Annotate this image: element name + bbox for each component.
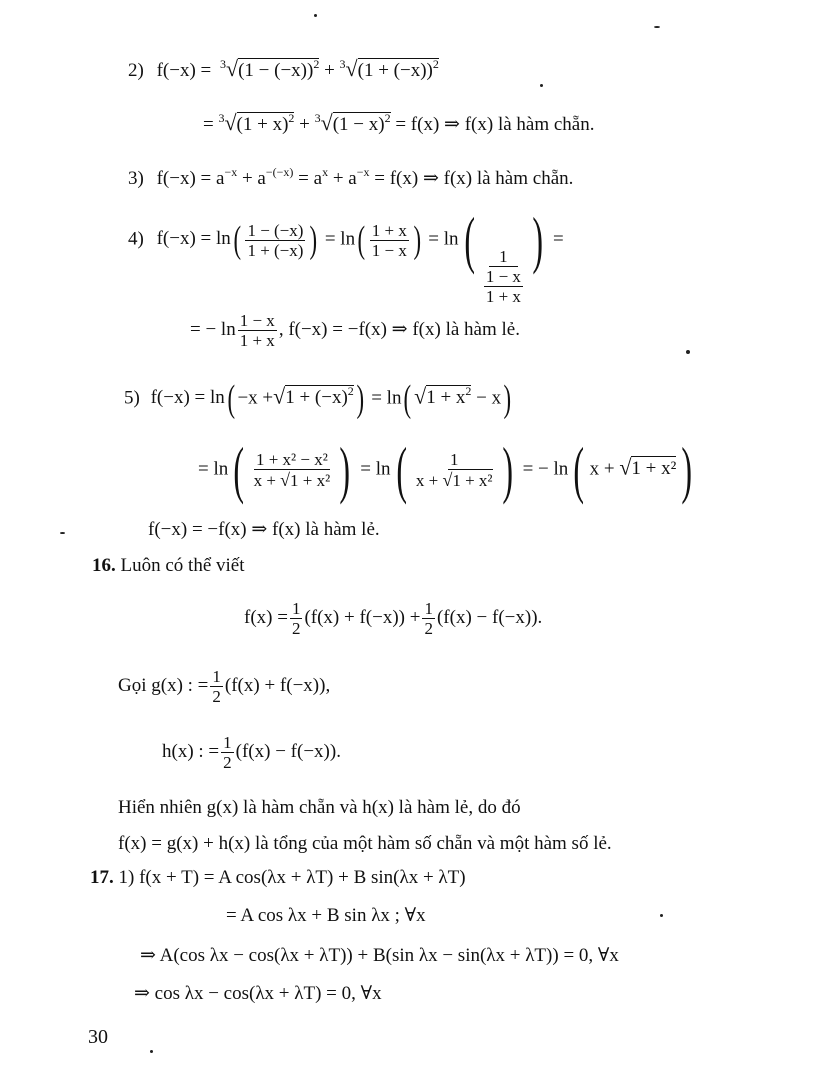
even-part: (f(x) + f(−x)) + — [304, 606, 421, 628]
expr-d: + a — [328, 168, 357, 189]
exponent: −(−x) — [265, 165, 294, 179]
radical-icon: √ — [442, 470, 453, 490]
exponent: x — [322, 165, 329, 179]
plus: + — [324, 60, 335, 81]
equals-ln: = ln — [371, 387, 402, 409]
equals-ln: = ln — [360, 458, 391, 480]
p16-conclusion-2: f(x) = g(x) + h(x) là tổng của một hàm số chẵn và một hàm số lẻ. — [118, 833, 612, 854]
radicand: $(1 + (-x))^2$ — [357, 57, 439, 81]
lhs: f(−x) = ln — [156, 228, 231, 250]
half-fraction: $\frac{1}{2}$ — [424, 599, 433, 638]
radical-icon: √ — [414, 383, 427, 409]
right-paren: ) — [503, 378, 512, 420]
scan-speck — [150, 1050, 153, 1053]
equals-ln: = ln — [198, 458, 229, 480]
radical-icon: √ — [320, 110, 333, 135]
decomposition-formula — [244, 600, 542, 637]
item-4 — [128, 204, 564, 307]
left-paren: ( — [463, 204, 475, 275]
equals-ln: = ln — [428, 228, 459, 250]
item-2-line-2 — [203, 112, 594, 134]
right-paren: ) — [501, 434, 513, 505]
compound-fraction: $\frac{1}{\frac{1 - x}{1 + x}}$ — [485, 247, 521, 307]
odd-part: (f(x) − f(−x)). — [436, 606, 543, 628]
problem-number: 16. — [92, 555, 116, 576]
item-label: 5) — [124, 387, 140, 409]
radical-icon: √ — [224, 110, 237, 135]
item-4-result — [190, 312, 520, 349]
right-paren: ) — [681, 434, 693, 505]
radicand: $(1 - x)^2$ — [332, 111, 391, 135]
left-paren: ( — [227, 378, 235, 420]
g-definition — [118, 668, 330, 705]
page-number: 30 — [88, 1026, 108, 1048]
problem-number: 17. — [90, 867, 114, 888]
left-paren: ( — [233, 219, 241, 261]
conclusion: = f(x) ⇒ f(x) là hàm chẵn. — [369, 168, 574, 189]
fraction: $\frac{1}{\text{x + √1 + x²}}$ — [415, 450, 493, 490]
problem-16-heading — [92, 556, 245, 575]
item-label: 4) — [128, 228, 144, 250]
conclusion: = f(x) ⇒ f(x) là hàm chẵn. — [395, 114, 595, 135]
left-paren: ( — [403, 378, 412, 420]
problem-17-line-1 — [90, 868, 466, 887]
left-paren: ( — [233, 434, 245, 505]
radical-icon: √ — [273, 383, 286, 409]
fraction: $\frac{\text{1 + x² − x²}}{\text{x + √1 + x²}}$ — [253, 450, 331, 490]
cube-index: 3 — [314, 111, 321, 125]
left-paren: ( — [573, 434, 585, 505]
problem-text: Luôn có thể viết — [120, 555, 245, 576]
radicand: $(1 - (-x))^2$ — [238, 57, 320, 81]
lhs: f(−x) = — [156, 60, 212, 81]
right-paren: ) — [356, 378, 364, 420]
radical-icon: √ — [345, 56, 358, 81]
right-paren: ) — [309, 219, 318, 261]
radical-icon: √ — [226, 56, 239, 81]
left-paren: ( — [357, 219, 366, 261]
scan-speck — [686, 350, 690, 354]
equals-minus-ln: = − ln — [522, 458, 569, 480]
radical-icon: √ — [619, 454, 632, 480]
radicand: $1 + x^2$ — [426, 384, 472, 409]
g-expression: (f(x) + f(−x)), — [224, 674, 331, 696]
h-label: h(x) : = — [162, 740, 220, 762]
scan-speck — [60, 532, 65, 534]
equals: = — [203, 114, 214, 135]
equals: = — [552, 228, 564, 250]
cube-index: 3 — [339, 57, 346, 71]
plus: + — [299, 114, 310, 135]
equals-ln: = ln — [324, 228, 356, 250]
right-paren: ) — [532, 204, 543, 275]
exponent: −x — [356, 165, 370, 179]
expr-b: + a — [237, 168, 266, 189]
expr: x + — [589, 458, 615, 480]
right-paren: ) — [339, 434, 351, 505]
item-5-conclusion: f(−x) = −f(x) ⇒ f(x) là hàm lẻ. — [148, 519, 380, 540]
scan-speck — [654, 26, 660, 28]
half-fraction: $\frac{1}{2}$ — [212, 667, 221, 706]
cube-index: 3 — [220, 57, 226, 71]
lhs: f(x) = — [244, 606, 288, 628]
problem-17-line-2: = A cos λx + B sin λx ; ∀x — [226, 905, 426, 926]
item-2-line-1 — [128, 58, 439, 80]
expr: 1) f(x + T) = A cos(λx + λT) + B sin(λx + λT) — [118, 867, 466, 888]
right-paren: ) — [413, 219, 421, 261]
radicand: $1 + (-x)^2$ — [285, 384, 354, 409]
item-label: 3) — [128, 168, 144, 189]
half-fraction: $\frac{1}{2}$ — [223, 733, 232, 772]
expr-a: f(−x) = a — [156, 168, 225, 189]
item-3 — [128, 166, 573, 188]
expr: −x + — [237, 387, 274, 409]
problem-17-line-4: ⇒ cos λx − cos(λx + λT) = 0, ∀x — [134, 983, 382, 1004]
exponent: −x — [224, 165, 238, 179]
radicand: $(1 + x)^2$ — [236, 111, 295, 135]
expr: − x — [476, 387, 502, 409]
item-5 — [124, 380, 514, 418]
fraction: $\frac{1 + x}{1 - x}$ — [371, 220, 407, 260]
half-fraction: $\frac{1}{2}$ — [291, 599, 301, 638]
item-5-line-2 — [198, 434, 698, 505]
cube-index: 3 — [218, 111, 225, 125]
scan-speck — [540, 84, 543, 87]
lhs: f(−x) = ln — [150, 387, 225, 409]
radicand: 1 + x² — [631, 458, 677, 480]
scan-speck — [660, 914, 663, 917]
conclusion: , f(−x) = −f(x) ⇒ f(x) là hàm lẻ. — [278, 318, 520, 340]
h-expression: (f(x) − f(−x)). — [235, 740, 341, 762]
fraction: $\frac{1 - (-x)}{1 + (-x)}$ — [247, 220, 304, 260]
problem-17-line-3: ⇒ A(cos λx − cos(λx + λT)) + B(sin λx − sin(λx + λT)) = 0, ∀x — [140, 945, 619, 966]
p16-conclusion-1: Hiển nhiên g(x) là hàm chẵn và h(x) là hàm lẻ, do đó — [118, 797, 521, 818]
left-paren: ( — [395, 434, 407, 505]
g-label: Gọi g(x) : = — [118, 674, 209, 696]
radical-icon: √ — [280, 470, 291, 490]
h-definition — [162, 734, 341, 771]
expr-c: = a — [293, 168, 323, 189]
item-label: 2) — [128, 60, 144, 81]
fraction: $\frac{1 - x}{1 + x}$ — [239, 311, 275, 350]
equals-minus-ln: = − ln — [190, 318, 236, 340]
scan-speck — [314, 14, 317, 17]
